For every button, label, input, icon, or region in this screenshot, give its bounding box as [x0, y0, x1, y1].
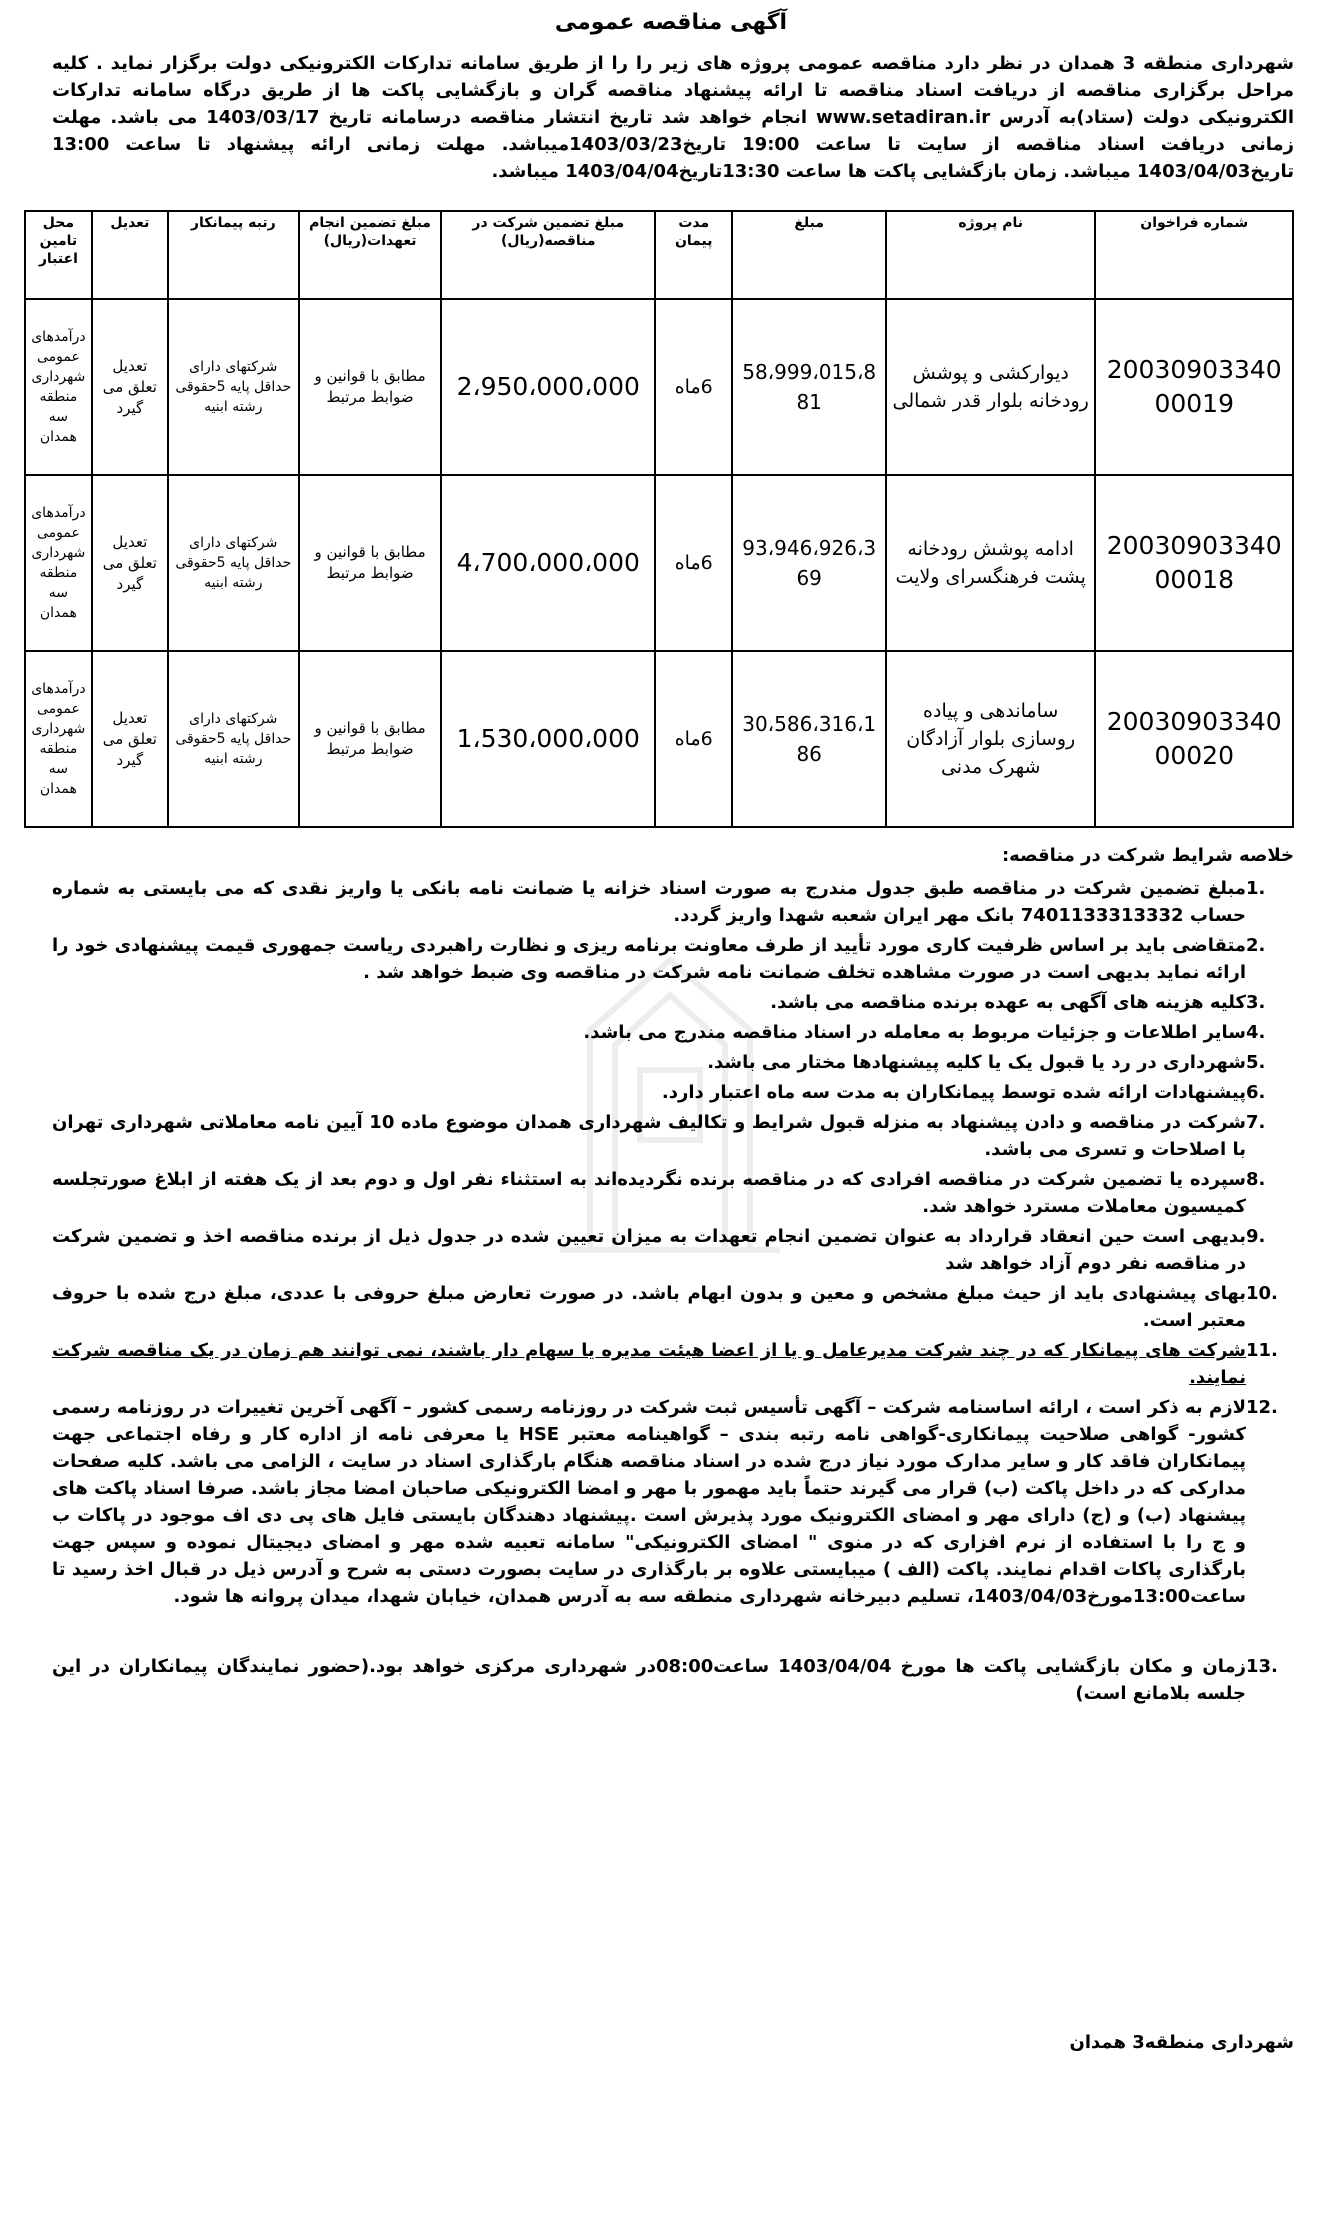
notice-intro: شهرداری منطقه 3 همدان در نظر دارد مناقصه عمومی پروژه های زیر را را از طریق سامانه تدارکات الکترونیکی دولت برگزار نماید . کلیه مراحل برگزاری مناقصه از دریافت اسناد مناقصه تا ارائه پیشنهاد مناقصه گران و بازگشایی پاکت ها از طریق درگاه سامانه تدارکات الکترونیکی دولت (ستاد)به آدرس www.setadiran.ir انجام خواهد شد تاریخ انتشار مناقصه درسامانه تاریخ 1403/03/17 می باشد. مهلت زمانی دریافت اسناد مناقصه از سایت تا ساعت 19:00 تاریخ1403/03/23میباشد. مهلت زمانی ارائه پیشنهاد تا ساعت 13:00 تاریخ1403/04/03 میباشد. زمان بازگشایی پاکت ها ساعت 13:30تاریخ1403/04/04 میباشد. [52, 53, 1294, 182]
list-item-text: شرکت های پیمانکار که در چند شرکت مدیرعامل و یا از اعضا هیئت مدیره یا سهام دار باشند، نمی توانند هم زمان در یک مناقصه شرکت نمایند. [52, 1340, 1246, 1388]
list-item [52, 1337, 1294, 1391]
list-item-text: متقاضی باید بر اساس ظرفیت کاری مورد تأیید از طرف معاونت برنامه ریزی و نظارت راهبردی ریاست جمهوری قیمت پیشنهادی خود را ارائه نماید بدیهی است در صورت مشاهده تخلف ضمانت نامه شرکت در مناقصه وی ضبط خواهد شد . [52, 935, 1246, 983]
cell-grade: شرکتهای دارای حداقل پایه 5حقوقی رشته ابنیه [168, 475, 299, 651]
cell-amount: 30،586،316،186 [732, 651, 885, 827]
table-header-row [25, 211, 1293, 299]
tender-table [24, 210, 1294, 828]
list-item-number: 5. [1246, 1052, 1266, 1073]
list-item-text: شهرداری در رد یا قبول یک یا کلیه پیشنهادها مختار می باشد. [707, 1052, 1246, 1073]
list-item-text: بهای پیشنهادی باید از حیث مبلغ مشخص و معین و بدون ابهام باشد. در صورت تعارض مبلغ حروفی با عددی، مبلغ درج شده با حروف معتبر است. [52, 1283, 1246, 1331]
list-item [52, 1079, 1294, 1106]
cell-perf-guarantee: مطابق با قوانین و ضوابط مرتبط [299, 475, 442, 651]
header-grade: رتبه پیمانکار [168, 211, 299, 299]
header-bid-guarantee: مبلغ تضمین شرکت در مناقصه(ریال) [441, 211, 655, 299]
list-item-number: 10. [1246, 1283, 1278, 1304]
cell-perf-guarantee: مطابق با قوانین و ضوابط مرتبط [299, 299, 442, 475]
table-row [25, 299, 1293, 475]
cell-amount: 93،946،926،369 [732, 475, 885, 651]
list-item-number: 4. [1246, 1022, 1266, 1043]
list-item [52, 1280, 1294, 1334]
list-item [52, 1109, 1294, 1163]
list-item-text: بدیهی است حین انعقاد قرارداد به عنوان تضمین انجام تعهدات به میزان تعیین شده در جدول ذیل از برنده مناقصه اخذ و تضمین شرکت در مناقصه نفر دوم آزاد خواهد شد [52, 1226, 1246, 1274]
list-item [52, 875, 1294, 929]
header-amount: مبلغ [732, 211, 885, 299]
list-item-number: 6. [1246, 1082, 1266, 1103]
list-item-text: مبلغ تضمین شرکت در مناقصه طبق جدول مندرج به صورت اسناد خزانه یا ضمانت نامه بانکی یا واریز نقدی که می بایستی به شماره حساب 7401133313332 بانک مهر ایران شعبه شهدا واریز گردد. [52, 878, 1246, 926]
list-item [52, 989, 1294, 1016]
header-adjust: تعدیل [92, 211, 168, 299]
list-item-text: زمان و مکان بازگشایی پاکت ها مورخ 1403/04/04 ساعت08:00در شهرداری مرکزی خواهد بود.(حضور نمایندگان پیمانکاران در این جلسه بلامانع است) [52, 1656, 1247, 1704]
table-row [25, 475, 1293, 651]
conditions-section [52, 842, 1294, 1710]
cell-name: ساماندهی و پیاده روسازی بلوار آزادگان شهرک مدنی [886, 651, 1096, 827]
cell-name: ادامه پوشش رودخانه پشت فرهنگسرای ولایت [886, 475, 1096, 651]
header-code: شماره فراخوان [1095, 211, 1293, 299]
cell-bid-guarantee: 4،700،000،000 [441, 475, 655, 651]
notice-title: آگهی مناقصه عمومی [554, 10, 788, 35]
list-item-number: 12. [1246, 1397, 1278, 1418]
list-item-text: سپرده یا تضمین شرکت در مناقصه افرادی که در مناقصه برنده نگردیده‌اند به استثناء نفر اول و دوم بعد از یک هفته از ابلاغ صورتجلسه کمیسیون معاملات مسترد خواهد شد. [52, 1169, 1246, 1217]
list-item-text: پیشنهادات ارائه شده توسط پیمانکاران به مدت سه ماه اعتبار دارد. [661, 1082, 1246, 1103]
header-duration: مدت پیمان [655, 211, 732, 299]
cell-funding: درآمدهای عمومی شهرداری منطقه سه همدان [25, 651, 92, 827]
cell-name: دیوارکشی و پوشش رودخانه بلوار قدر شمالی [886, 299, 1096, 475]
list-item [52, 1394, 1294, 1610]
list-item-text: لازم به ذکر است ، ارائه اساسنامه شرکت – آگهی تأسیس ثبت شرکت در روزنامه رسمی کشور – آگهی آخرین تغییرات در روزنامه رسمی کشور- گواهی صلاحیت پیمانکاری-گواهی نامه رتبه بندی – گواهینامه معتبر HSE یا معرفی نامه از اداره کار و رفاه اجتماعی جهت پیمانکاران فاقد کار و سایر مدارک مورد نیاز درج شده در اسناد مناقصه هنگام بارگذاری اسناد در سایت ، الزامی می باشد. کلیه صفحات مدارکی که در داخل پاکت (ب) قرار می گیرند حتماً باید مهمور با مهر و امضا الکترونیکی صاحبان امضا مجاز باشد. صرفا اسناد پاکت های پیشنهاد (ب) و (ج) دارای مهر و امضای الکترونیک مورد پذیرش است .پیشنهاد دهندگان بایستی فایل های پی دی اف موجود در پاکات ب و ج را با استفاده از نرم افزاری که در منوی " امضای الکترونیکی" سامانه تعبیه شده مهر و امضای دیجیتال نموده و سپس جهت بارگذاری پاکات اقدام نمایند. پاکت (الف ) میبایستی علاوه بر بارگذاری در سایت بصورت دستی به شرح و آدرس ذیل در قبال اخذ رسید تا ساعت13:00مورخ1403/04/03، تسلیم دبیرخانه شهرداری منطقه سه به آدرس همدان، خیابان شهدا، میدان پروانه ها شود. [52, 1397, 1247, 1607]
list-item-number: 9. [1246, 1226, 1266, 1247]
cell-funding: درآمدهای عمومی شهرداری منطقه سه همدان [25, 299, 92, 475]
conditions-heading: خلاصه شرایط شرکت در مناقصه: [1001, 845, 1294, 866]
list-item-number: 2. [1246, 935, 1266, 956]
header-perf-guarantee: مبلغ تضمین انجام تعهدات(ریال) [299, 211, 442, 299]
list-item-number: 3. [1246, 992, 1266, 1013]
cell-funding: درآمدهای عمومی شهرداری منطقه سه همدان [25, 475, 92, 651]
cell-code: 2003090334000019 [1095, 299, 1293, 475]
header-funding: محل تامین اعتبار [25, 211, 92, 299]
cell-duration: 6ماه [655, 651, 732, 827]
cell-code: 2003090334000020 [1095, 651, 1293, 827]
list-item-text: کلیه هزینه های آگهی به عهده برنده مناقصه می باشد. [770, 992, 1246, 1013]
cell-duration: 6ماه [655, 475, 732, 651]
list-item [52, 1223, 1294, 1277]
list-item [52, 1653, 1294, 1707]
list-item-number: 1. [1246, 878, 1266, 899]
list-item-text: سایر اطلاعات و جزئیات مربوط به معامله در اسناد مناقصه مندرج می باشد. [583, 1022, 1246, 1043]
list-item [52, 932, 1294, 986]
cell-adjust: تعدیل تعلق می گیرد [92, 299, 168, 475]
list-item-text: شرکت در مناقصه و دادن پیشنهاد به منزله قبول شرایط و تکالیف شهرداری همدان موضوع ماده 10 آیین نامه معاملاتی شهرداری تهران با اصلاحات و تسری می باشد. [52, 1112, 1246, 1160]
cell-perf-guarantee: مطابق با قوانین و ضوابط مرتبط [299, 651, 442, 827]
cell-grade: شرکتهای دارای حداقل پایه 5حقوقی رشته ابنیه [168, 299, 299, 475]
list-item [52, 1049, 1294, 1076]
header-name: نام پروژه [886, 211, 1096, 299]
list-item [52, 1166, 1294, 1220]
cell-bid-guarantee: 1،530،000،000 [441, 651, 655, 827]
cell-bid-guarantee: 2،950،000،000 [441, 299, 655, 475]
cell-grade: شرکتهای دارای حداقل پایه 5حقوقی رشته ابنیه [168, 651, 299, 827]
list-item-number: 7. [1246, 1112, 1266, 1133]
list-item-number: 13. [1246, 1656, 1278, 1677]
list-item-number: 11. [1246, 1340, 1278, 1361]
cell-code: 2003090334000018 [1095, 475, 1293, 651]
cell-duration: 6ماه [655, 299, 732, 475]
list-item-number: 8. [1246, 1169, 1266, 1190]
table-row [25, 651, 1293, 827]
cell-amount: 58،999،015،881 [732, 299, 885, 475]
signature: شهرداری منطقه3 همدان [1069, 2032, 1294, 2053]
cell-adjust: تعدیل تعلق می گیرد [92, 475, 168, 651]
cell-adjust: تعدیل تعلق می گیرد [92, 651, 168, 827]
list-item [52, 1019, 1294, 1046]
